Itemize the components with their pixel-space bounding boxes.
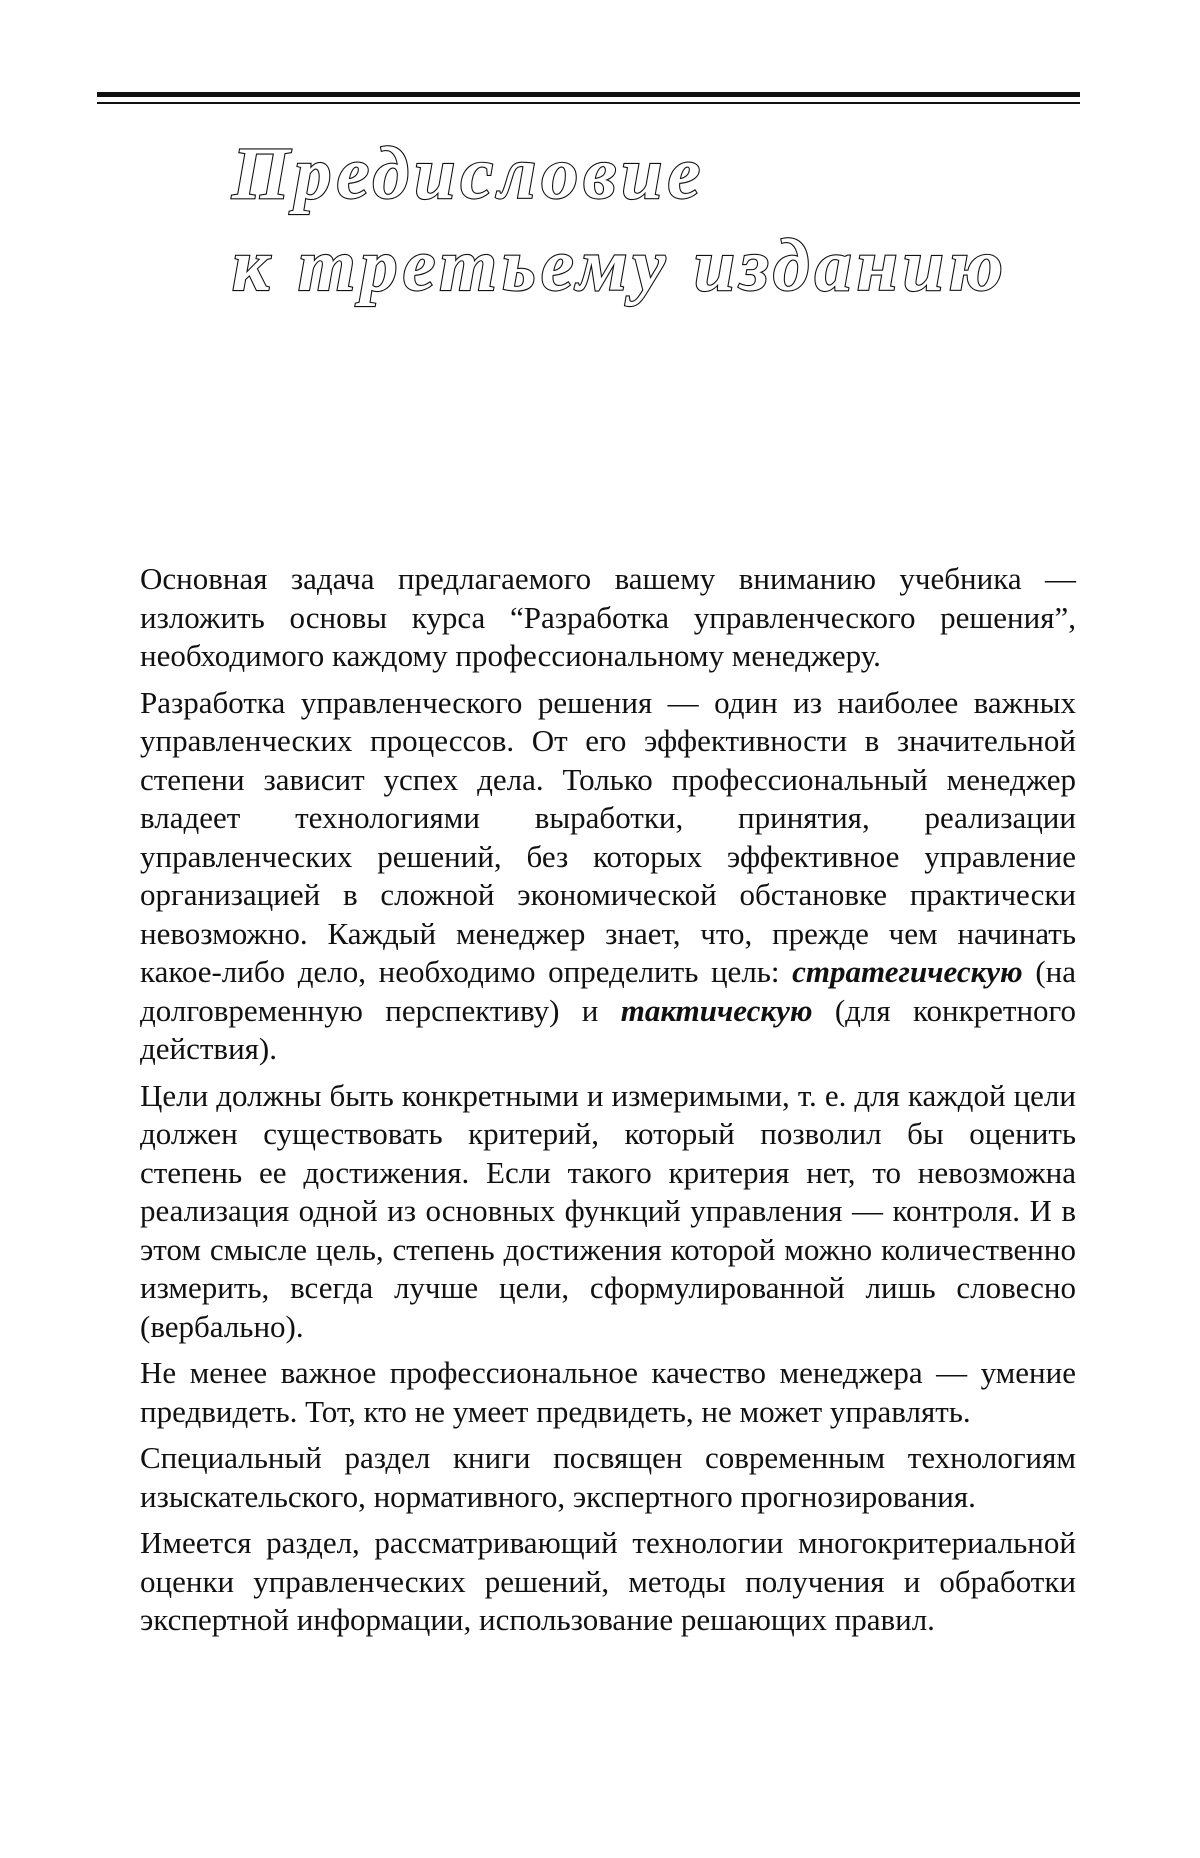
paragraph-4: Не менее важное профессиональное качество менеджера — умение предвидеть. Тот, кто не умеет предвидеть, не может управлять. [140,1355,1076,1429]
chapter-title-line-1: Предисловие [232,133,706,215]
top-rule-thick [97,92,1080,97]
chapter-title-line-2: к третьему изданию [232,225,1008,307]
chapter-title [232,128,1008,312]
paragraph-2 [140,684,1076,1069]
paragraph-3: Цели должны быть конкретными и измеримыми, т. е. для каждой цели должен существовать критерий, который позволил бы оценить степень ее достижения. Если такого критерия нет, то невозможна реализация одной из основных функций управления — контроля. И в этом смысле цель, степень достижения которой можно количественно измерить, всегда лучше цели, сформулированной лишь словесно (вербально). [140,1077,1076,1344]
emphasis-tactical: тактическую [620,992,813,1028]
paragraph-5: Специальный раздел книги посвящен современным технологиям изыскательского, нормативного, экспертного прогнозирования. [140,1440,1076,1514]
paragraph-2-text-start: Разработка управленческого решения — один из наиболее важных управленческих процессов. От его эффективности в значительной степени зависит успех дела. Только профессиональный менеджер владеет технологиями выработки, принятия, реализации управленческих решений, без которых эффективное управление организацией в сложной экономической обстановке практически невозможно. Каждый менеджер знает, что, прежде чем начинать какое-либо дело, необходимо определить цель: [140,684,1076,989]
emphasis-strategic: стратегическую [792,954,1023,989]
paragraph-2-text-middle: (на долговременную перспективу) и [140,954,1076,1028]
paragraph-6: Имеется раздел, рассматривающий технологии многокритериальной оценки управленческих решений, методы получения и обработки экспертной информации, использование решающих правил. [140,1525,1076,1637]
body-text [140,560,1076,1648]
paragraph-2-text-end: (для конкретного действия). [140,992,1076,1066]
paragraph-1: Основная задача предлагаемого вашему вниманию учебника — изложить основы курса “Разработка управленческого решения”, необходимого каждому профессиональному менеджеру. [140,561,1076,673]
top-rule-thin [97,102,1080,104]
